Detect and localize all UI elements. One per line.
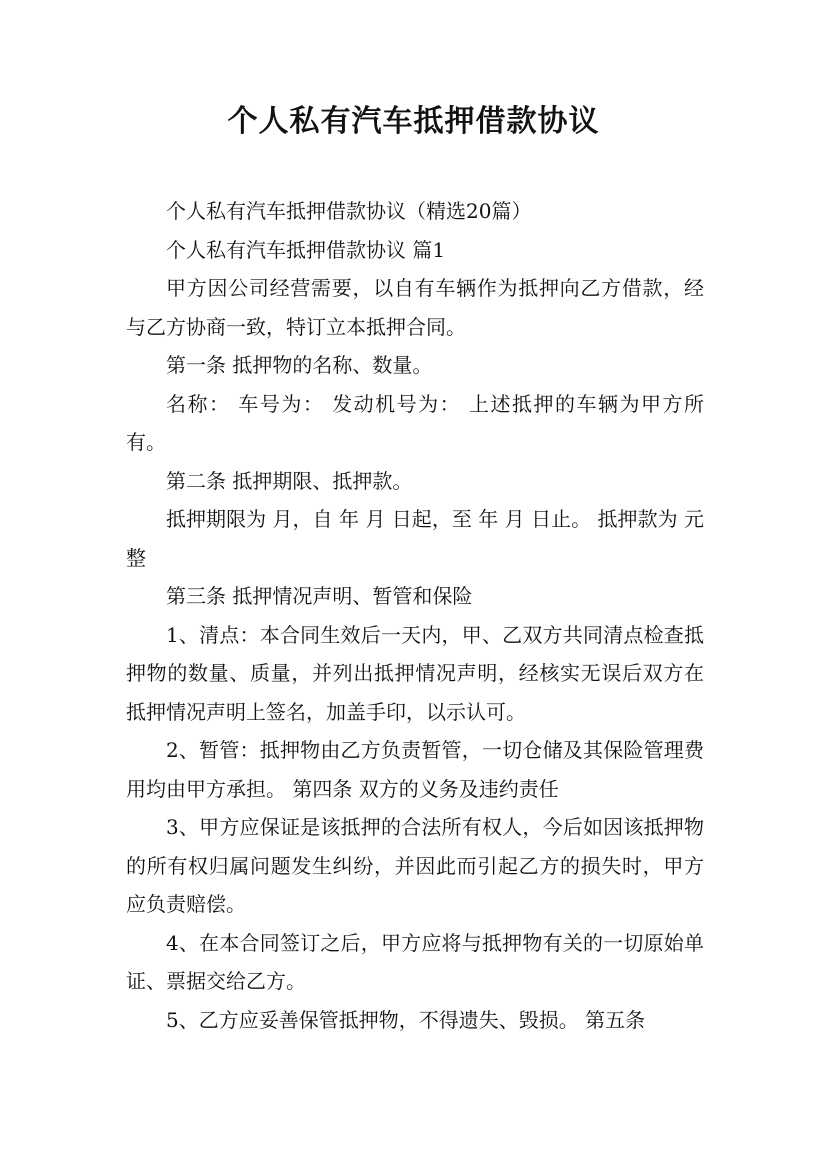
- paragraph-article-1-heading: 第一条 抵押物的名称、数量。: [166, 353, 433, 377]
- paragraph-section-heading: 个人私有汽车抵押借款协议 篇1: [166, 237, 446, 262]
- paragraph-clause-3: 3、甲方应保证是该抵押的合法所有权人，今后如因该抵押物的所有权归属问题发生纠纷，并因此而引起乙方的损失时，甲方应负责赔偿。: [126, 815, 704, 916]
- paragraph-intro: 甲方因公司经营需要，以自有车辆作为抵押向乙方借款，经与乙方协商一致，特订立本抵押合同。: [126, 276, 704, 339]
- paragraph-subtitle: 个人私有汽车抵押借款协议（精选20篇）: [166, 199, 532, 223]
- paragraph-article-3-heading: 第三条 抵押情况声明、暂管和保险: [166, 584, 473, 608]
- paragraph-article-2-heading: 第二条 抵押期限、抵押款。: [166, 468, 413, 493]
- paragraph-article-1-body: 名称： 车号为： 发动机号为： 上述抵押的车辆为甲方所有。: [126, 391, 704, 454]
- paragraph-clause-1: 1、清点：本合同生效后一天内，甲、乙双方共同清点检查抵押物的数量、质量，并列出抵押情况声明，经核实无误后双方在抵押情况声明上签名，加盖手印，以示认可。: [126, 622, 704, 724]
- paragraph-article-2-body: 抵押期限为 月，自 年 月 日起，至 年 月 日止。 抵押款为 元整: [126, 507, 704, 570]
- paragraph-clause-4: 4、在本合同签订之后，甲方应将与抵押物有关的一切原始单证、票据交给乙方。: [126, 930, 704, 993]
- document-body: [126, 192, 704, 1039]
- paragraph-clause-2: 2、暂管：抵押物由乙方负责暂管，一切仓储及其保险管理费用均由甲方承担。 第四条 双方的义务及违约责任: [126, 738, 704, 801]
- document-title: 个人私有汽车抵押借款协议: [227, 104, 600, 139]
- paragraph-clause-5: 5、乙方应妥善保管抵押物，不得遗失、毁损。 第五条: [166, 1007, 646, 1032]
